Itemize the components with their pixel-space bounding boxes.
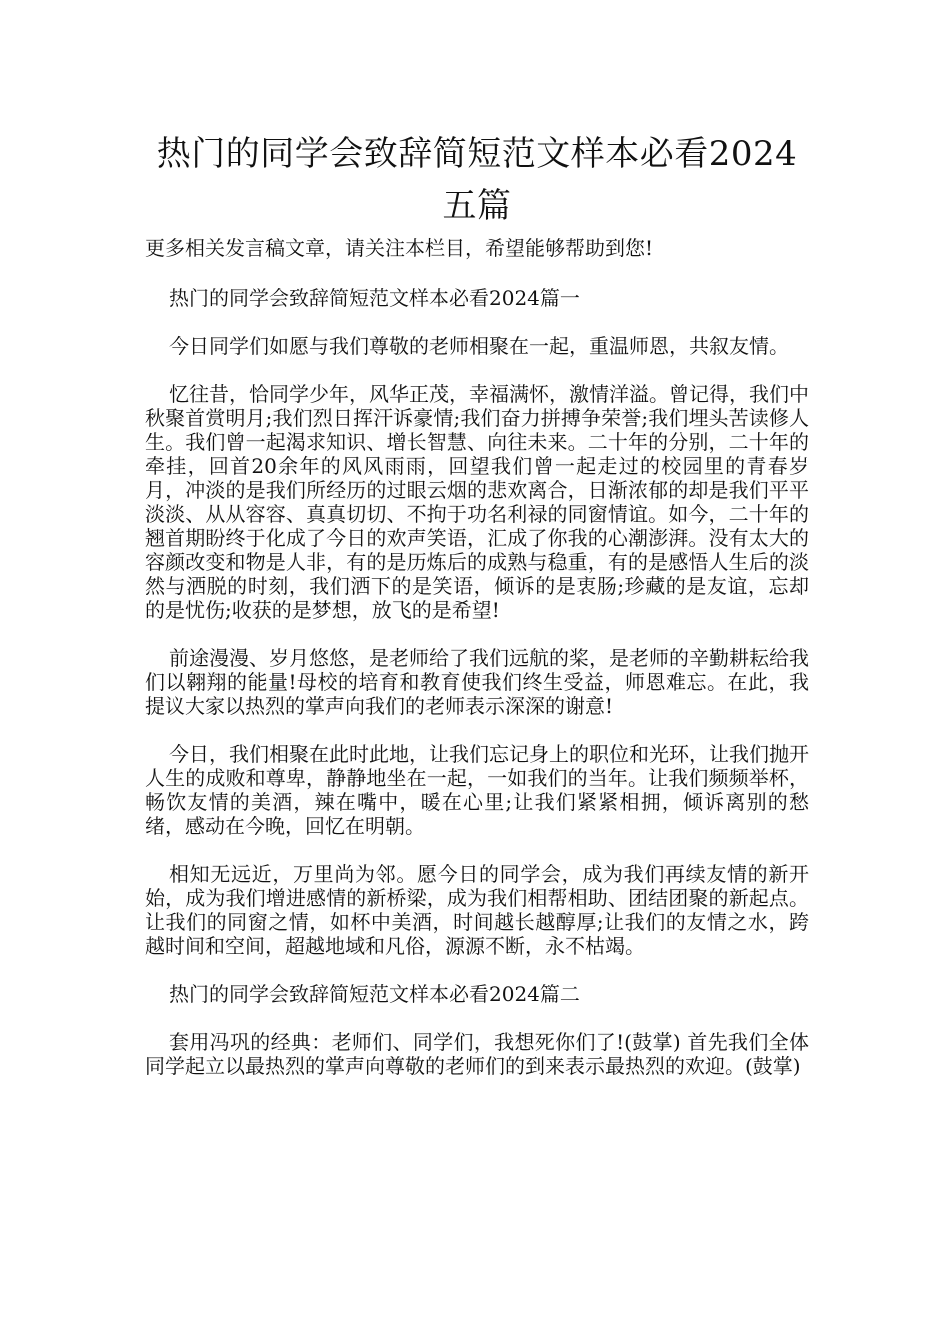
document-title: 热门的同学会致辞简短范文样本必看2024五篇 xyxy=(156,134,798,226)
section-1-paragraph-5: 相知无远近，万里尚为邻。愿今日的同学会，成为我们再续友情的新开始，成为我们增进感情的新桥梁，成为我们相帮相助、团结团聚的新起点。让我们的同窗之情，如杯中美酒，时间越长越醇厚;让我们的友情之水，跨越时间和空间，超越地域和凡俗，源源不断，永不枯竭。 xyxy=(145,862,809,958)
section-heading-1: 热门的同学会致辞简短范文样本必看2024篇一 xyxy=(169,286,580,310)
intro-text: 更多相关发言稿文章，请关注本栏目，希望能够帮助到您! xyxy=(145,236,654,260)
section-2-paragraph-1: 套用冯巩的经典：老师们、同学们，我想死你们了!(鼓掌) 首先我们全体同学起立以最热烈的掌声向尊敬的老师们的到来表示最热烈的欢迎。(鼓掌) xyxy=(145,1030,809,1078)
section-1-paragraph-2: 忆往昔，恰同学少年，风华正茂，幸福满怀，激情洋溢。曾记得，我们中秋聚首赏明月;我们烈日挥汗诉豪情;我们奋力拼搏争荣誉;我们埋头苦读修人生。我们曾一起渴求知识、增长智慧、向往未来。二十年的分别，二十年的牵挂，回首20余年的风风雨雨，回望我们曾一起走过的校园里的青春岁月，冲淡的是我们所经历的过眼云烟的悲欢离合，日渐浓郁的却是我们平平淡淡、从从容容、真真切切、不拘于功名利禄的同窗情谊。如今，二十年的翘首期盼终于化成了今日的欢声笑语，汇成了你我的心潮澎湃。没有太大的容颜改变和物是人非，有的是历炼后的成熟与稳重，有的是感悟人生后的淡然与洒脱的时刻，我们洒下的是笑语，倾诉的是衷肠;珍藏的是友谊，忘却的是忧伤;收获的是梦想，放飞的是希望! xyxy=(145,382,809,622)
section-1-paragraph-3: 前途漫漫、岁月悠悠，是老师给了我们远航的桨，是老师的辛勤耕耘给我们以翱翔的能量!母校的培育和教育使我们终生受益，师恩难忘。在此，我提议大家以热烈的掌声向我们的老师表示深深的谢意! xyxy=(145,646,809,718)
section-heading-2: 热门的同学会致辞简短范文样本必看2024篇二 xyxy=(169,982,580,1006)
document-page xyxy=(145,128,809,1102)
section-1-paragraph-1: 今日同学们如愿与我们尊敬的老师相聚在一起，重温师恩，共叙友情。 xyxy=(169,334,789,358)
section-1-paragraph-4: 今日，我们相聚在此时此地，让我们忘记身上的职位和光环，让我们抛开人生的成败和尊卑，静静地坐在一起，一如我们的当年。让我们频频举杯，畅饮友情的美酒，辣在嘴中，暖在心里;让我们紧紧相拥，倾诉离别的愁绪，感动在今晚，回忆在明朝。 xyxy=(145,742,809,838)
